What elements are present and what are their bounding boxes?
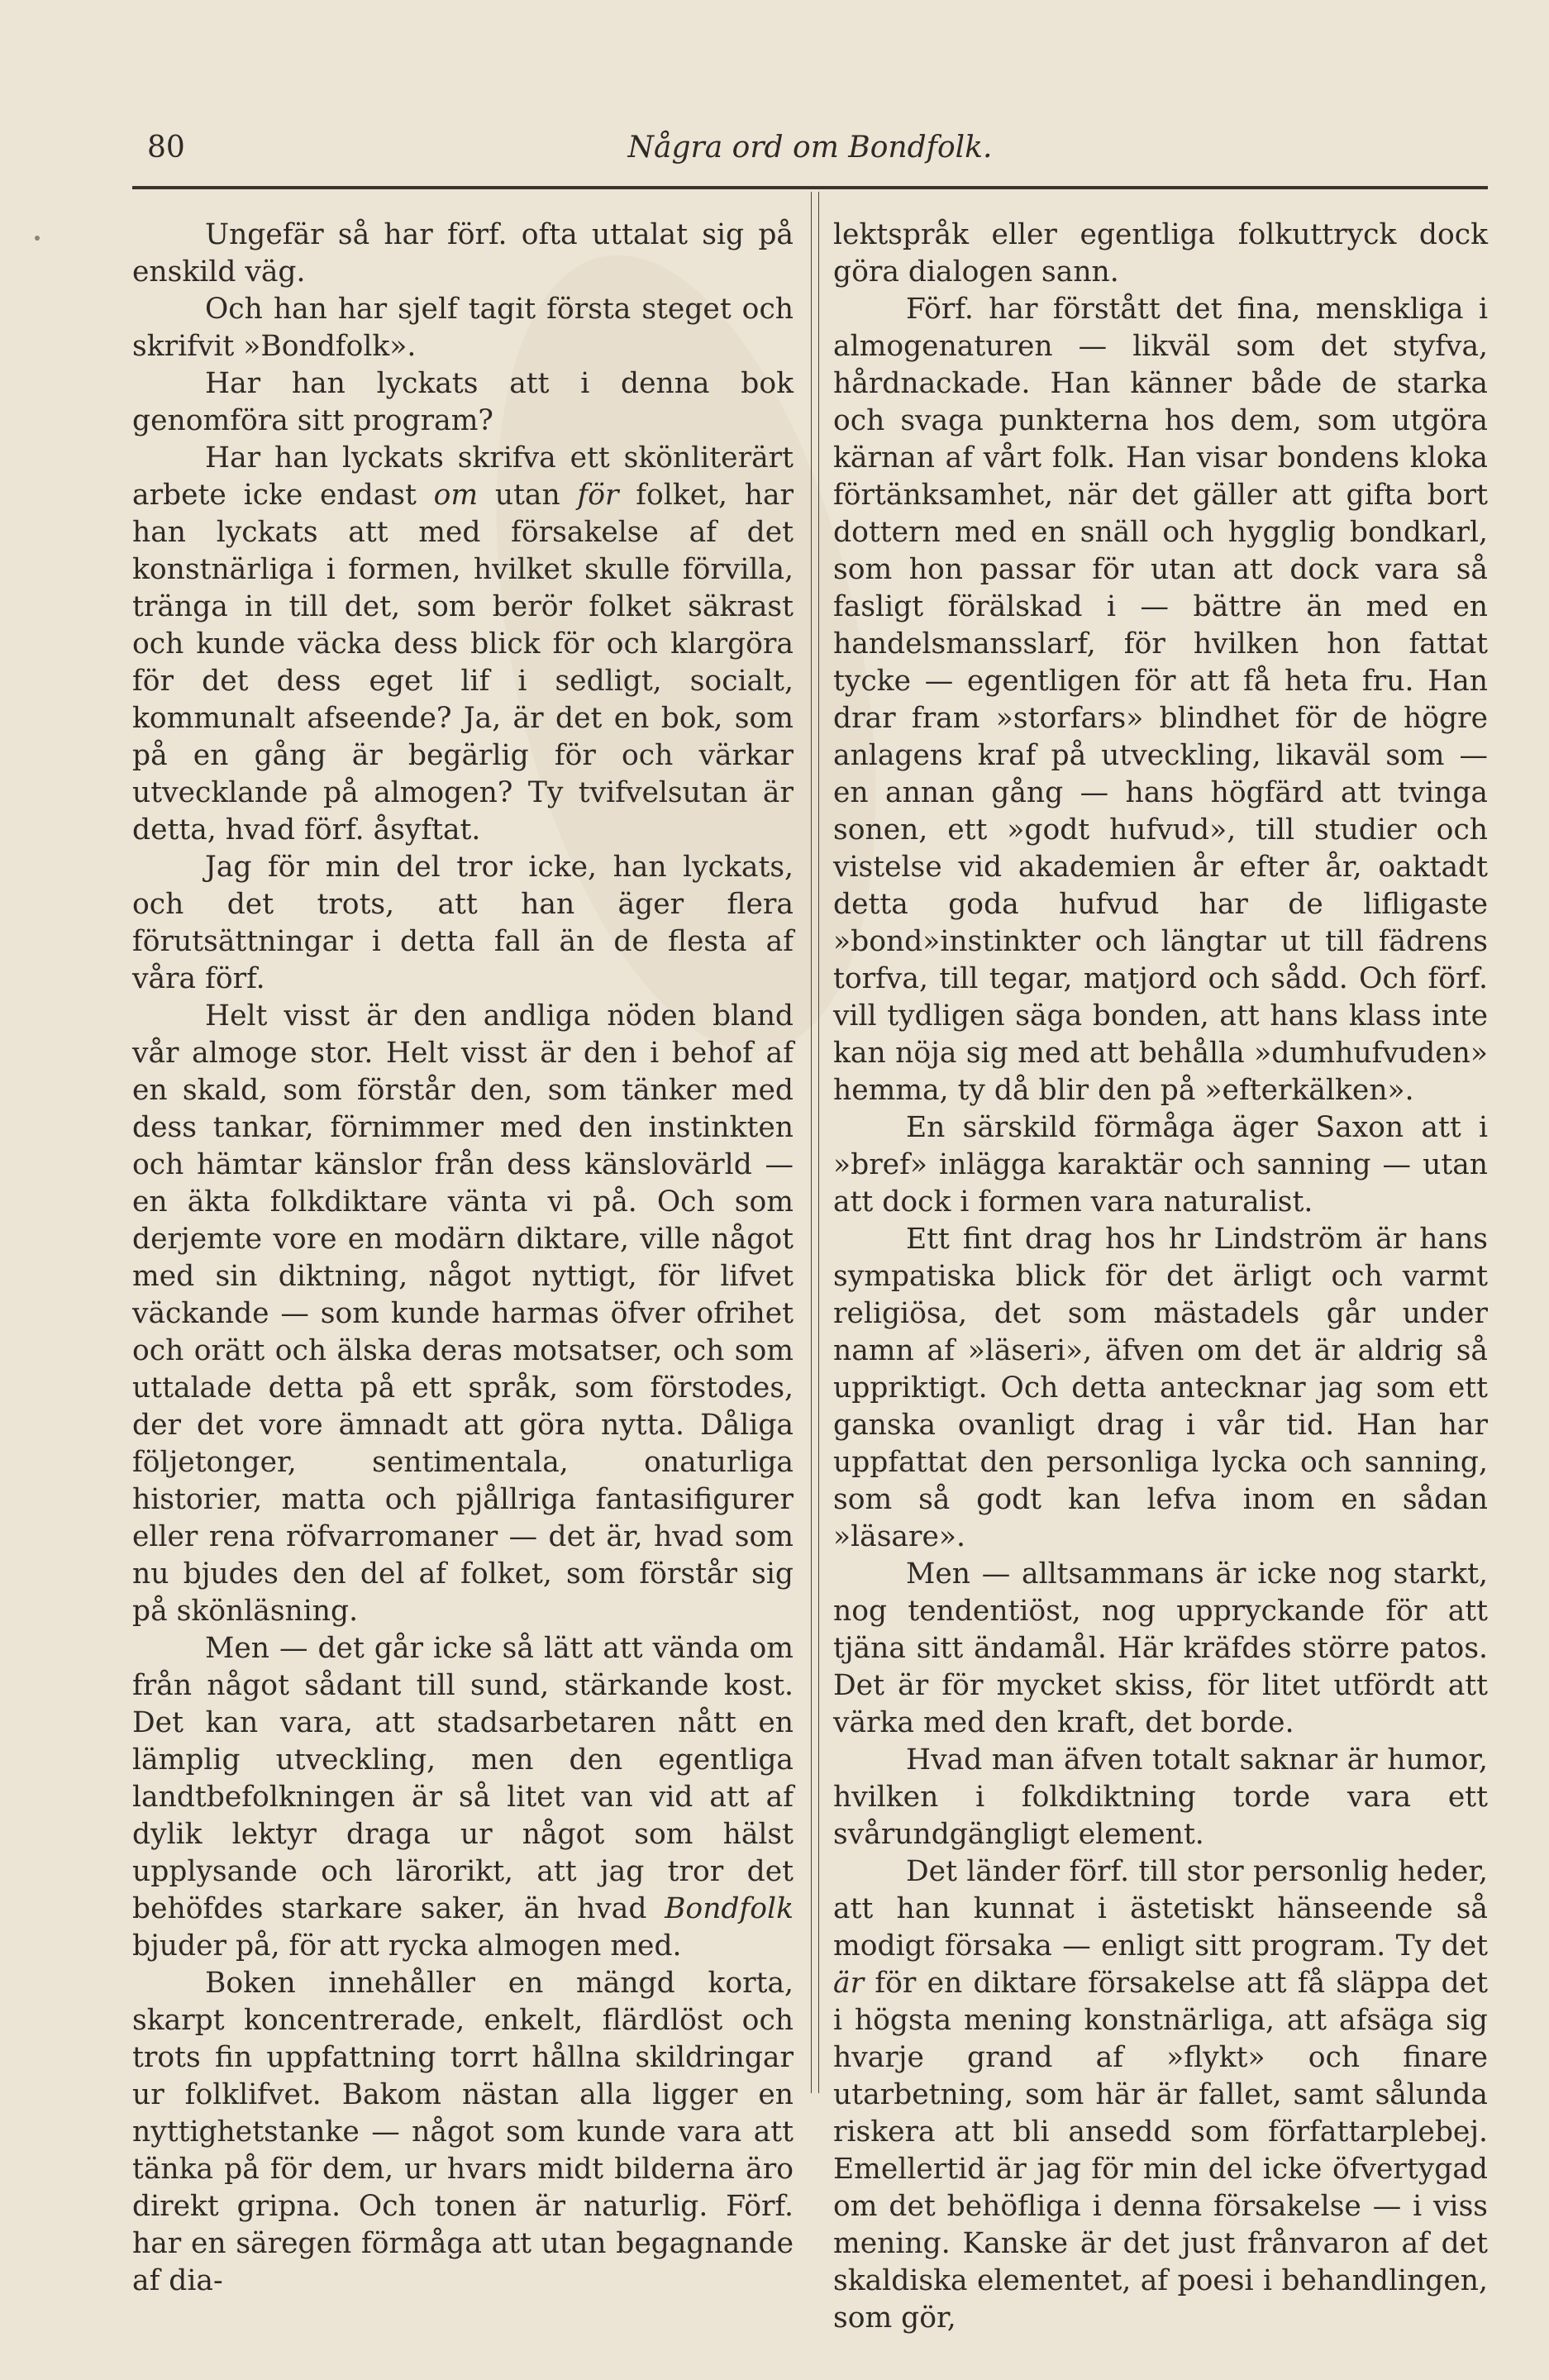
left-paragraph-8: Boken innehåller en mängd korta, skarpt koncentrerade, enkelt, flärdlöst och trots fin uppfattning torrt hållna skildringar ur folklifvet. Bakom nästan alla ligger en nyttighetstanke — något som kunde vara att tänka på för dem, ur hvars midt bilderna äro direkt gripna. Och tonen är naturlig. Förf. har en säregen förmåga att utan begagnande af dia- [132,1967,794,2297]
left-paragraph-4 [132,440,794,849]
left-paragraph-5: Jag för min del tror icke, han lyckats, och det trots, att han äger flera förutsättningar i detta fall än de flesta af våra förf. [132,851,794,995]
left-paragraph-2: Och han har sjelf tagit första steget och skrifvit »Bondfolk». [132,293,794,363]
running-title: Några ord om Bondfolk. [627,131,993,165]
left-column [132,217,794,2300]
right-paragraph-7-part-1: Det länder förf. till stor personlig heder, att han kunnat i ästetiskt hänseende så modigt försaka — enligt sitt program. Ty det [833,1855,1488,1963]
right-column [833,217,1488,2337]
left-paragraph-3: Har han lyckats att i denna bok genomföra sitt program? [132,367,794,437]
right-paragraph-7-part-3: för en diktare försakelse att få släppa det i högsta mening konstnärliga, att afsäga sig hvarje grand af »flykt» och finare utarbetning, som här är fallet, samt sålunda riskera att bli ansedd som författarplebej. Emellertid är jag för min del icke öfvertygad om det behöfliga i denna försakelse — i viss mening. Kanske är det just frånvaron af det skaldiska elementet, af poesi i behandlingen, som gör, [833,1967,1488,2335]
right-paragraph-2: Förf. har förstått det fina, menskliga i almogenaturen — likväl som det styfva, hårdnackade. Han känner både de starka och svaga punkterna hos dem, som utgöra kärnan af vårt folk. Han visar bondens kloka förtänksamhet, när det gäller att gifta bort dottern med en snäll och hygglig bondkarl, som hon passar för utan att dock vara så fasligt förälskad i — bättre än med en handelsmansslarf, för hvilken hon fattat tycke — egentligen för att få heta fru. Han drar fram »storfars» blindhet för de högre anlagens kraf på utveckling, likaväl som — en annan gång — hans högfärd att tvinga sonen, ett »godt hufvud», till studier och vistelse vid akademien år efter år, oaktadt detta goda hufvud har de lifligaste »bond»instinkter och längtar ut till fädrens torfva, till tegar, matjord och sådd. Och förf. vill tydligen säga bonden, att hans klass inte kan nöja sig med att behålla »dumhufvuden» hemma, ty då blir den på »efterkälken». [833,293,1488,1107]
header-rule [132,186,1488,189]
left-paragraph-1: Ungefär så har förf. ofta uttalat sig på enskild väg. [132,218,794,289]
right-paragraph-1: lektspråk eller egentliga folkuttryck dock göra dialogen sann. [833,218,1488,289]
left-paragraph-7 [132,1630,794,1965]
page-header [132,124,1488,174]
left-paragraph-6: Helt visst är den andliga nöden bland vår almoge stor. Helt visst är den i behof af en skald, som förstår den, som tänker med dess tankar, förnimmer med den instinkten och hämtar känslor från dess känslovärld — en äkta folkdiktare vänta vi på. Och som derjemte vore en modärn diktare, ville något med sin diktning, något nyttigt, för lifvet väckande — som kunde harmas öfver ofrihet och orätt och älska deras motsatser, och som uttalade detta på ett språk, som förstodes, der det vore ämnadt att göra nytta. Dåliga följetonger, sentimentala, onaturliga historier, matta och pjållriga fantasifigurer eller rena röfvarromaner — det är, hvad som nu bjudes den del af folket, som förstår sig på skönläsning. [132,999,794,1628]
ink-spot [35,236,40,241]
right-paragraph-6: Hvad man äfven totalt saknar är humor, hvilken i folkdiktning torde vara ett svårundgängligt element. [833,1743,1488,1851]
italic-bondfolk: Bondfolk [665,1892,794,1925]
italic-om: om [433,479,479,512]
column-divider [811,192,819,2093]
right-paragraph-4: Ett fint drag hos hr Lindström är hans sympatiska blick för det ärligt och varmt religiösa, det som mästadels går under namn af »läseri», äfven om det är aldrig så uppriktigt. Och detta antecknar jag som ett ganska ovanligt drag i vår tid. Han har uppfattat den personliga lycka och sanning, som så godt kan lefva inom en sådan »läsare». [833,1223,1488,1553]
left-paragraph-4-part-1: Har han lyckats skrifva ett skönliterärt arbete icke endast [132,441,794,512]
italic-ar: är [833,1967,865,2000]
left-paragraph-4-part-5: folket, har han lyckats att med försakelse af det konstnärliga i formen, hvilket skulle förvilla, tränga in till det, som berör folket säkrast och kunde väcka dess blick för och klargöra för det dess eget lif i sedligt, socialt, kommunalt afseende? Ja, är det en bok, som på en gång är begärlig för och värkar utvecklande på almogen? Ty tvifvelsutan är detta, hvad förf. åsyftat. [132,479,794,847]
italic-for: för [577,479,619,512]
left-paragraph-7-part-1: Men — det går icke så lätt att vända om från något sådant till sund, stärkande kost. Det kan vara, att stadsarbetaren nått en lämplig utveckling, men den egentliga landtbefolkningen är så litet van vid att af dylik lektyr draga ur något som hälst upplysande och lärorikt, att jag tror det behöfdes starkare saker, än hvad [132,1632,794,1925]
left-paragraph-7-part-3: bjuder på, för att rycka almogen med. [132,1929,682,1963]
left-paragraph-4-part-3: utan [478,479,578,512]
right-paragraph-7 [833,1853,1488,2337]
right-paragraph-5: Men — alltsammans är icke nog starkt, nog tendentiöst, nog uppryckande för att tjäna sitt ändamål. Här kräfdes större patos. Det är för mycket skiss, för litet utfördt att värka med den kraft, det borde. [833,1557,1488,1739]
page-number: 80 [147,131,185,165]
right-paragraph-3: En särskild förmåga äger Saxon att i »bref» inlägga karaktär och sanning — utan att dock i formen vara naturalist. [833,1111,1488,1219]
